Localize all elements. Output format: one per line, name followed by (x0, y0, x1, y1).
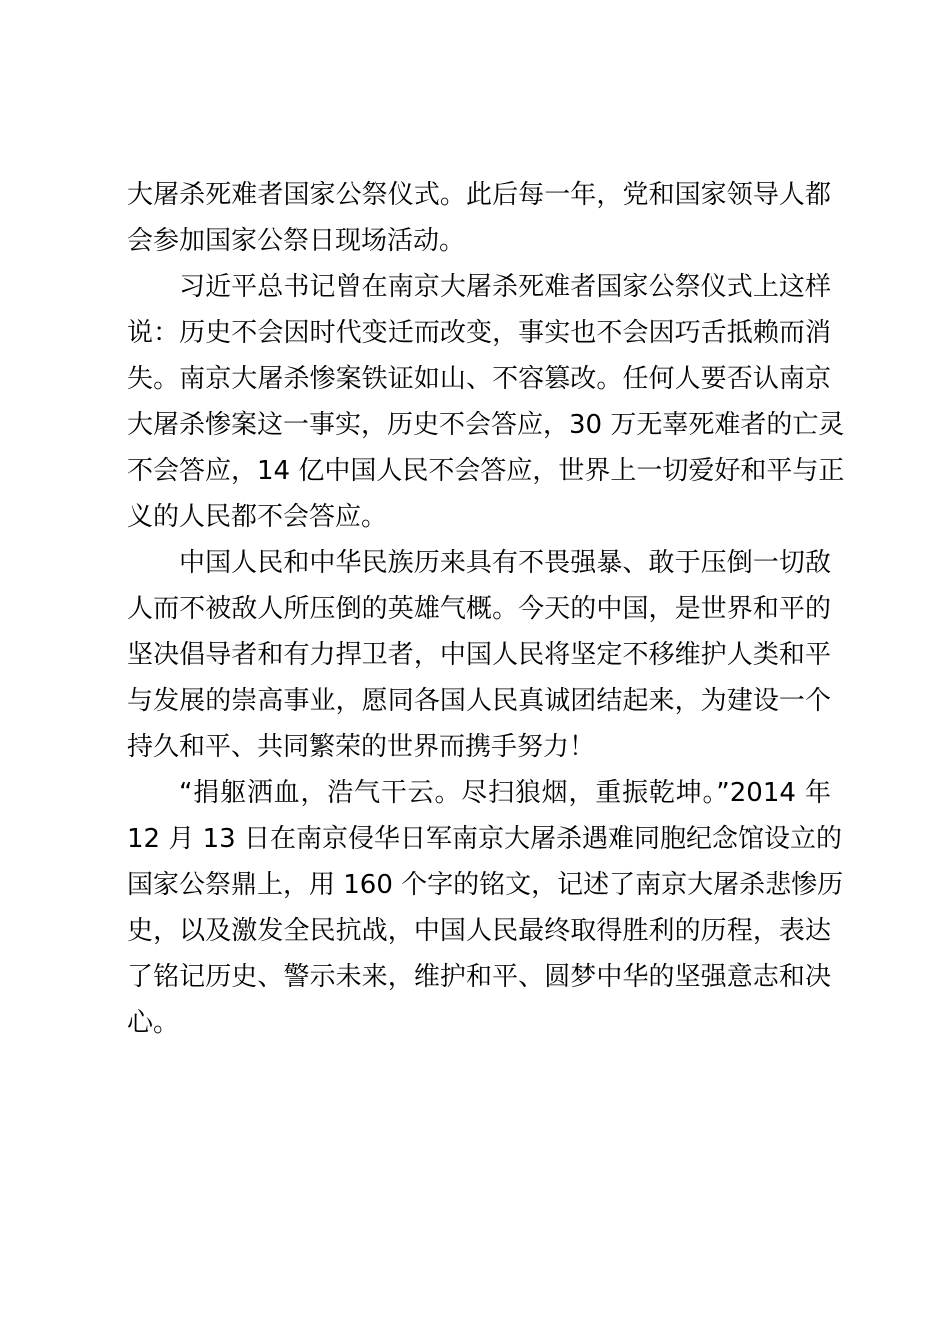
paragraph (127, 172, 831, 264)
text-line: “捐躯洒血，浩气干云。尽扫狼烟，重振乾坤。”2014 年 (179, 778, 831, 808)
text-line: 说：历史不会因时代变迁而改变，事实也不会因巧舌抵赖而消 (127, 318, 831, 348)
text-line: 大屠杀惨案这一事实，历史不会答应，30 万无辜死难者的亡灵 (127, 410, 845, 440)
text-line: 国家公祭鼎上，用 160 个字的铭文，记述了南京大屠杀悲惨历 (127, 870, 844, 900)
text-line: 史，以及激发全民抗战，中国人民最终取得胜利的历程，表达 (127, 916, 831, 946)
text-line: 会参加国家公祭日现场活动。 (127, 226, 466, 256)
text-line: 12 月 13 日在南京侵华日军南京大屠杀遇难同胞纪念馆设立的 (127, 824, 842, 854)
text-line: 心。 (127, 1008, 180, 1038)
text-line: 习近平总书记曾在南京大屠杀死难者国家公祭仪式上这样 (179, 272, 831, 302)
text-line: 不会答应，14 亿中国人民不会答应，世界上一切爱好和平与正 (127, 456, 845, 486)
text-line: 坚决倡导者和有力捍卫者，中国人民将坚定不移维护人类和平 (127, 640, 831, 670)
text-line: 大屠杀死难者国家公祭仪式。此后每一年，党和国家领导人都 (127, 180, 831, 210)
text-line: 了铭记历史、警示未来，维护和平、圆梦中华的坚强意志和决 (127, 962, 831, 992)
text-line: 持久和平、共同繁荣的世界而携手努力！ (127, 732, 596, 762)
text-line: 与发展的崇高事业，愿同各国人民真诚团结起来，为建设一个 (127, 686, 831, 716)
text-line: 失。南京大屠杀惨案铁证如山、不容篡改。任何人要否认南京 (127, 364, 831, 394)
text-line: 义的人民都不会答应。 (127, 502, 388, 532)
paragraph (127, 264, 845, 540)
paragraph (127, 770, 844, 1046)
document-body (127, 172, 845, 1046)
paragraph (127, 540, 831, 770)
text-line: 中国人民和中华民族历来具有不畏强暴、敢于压倒一切敌 (179, 548, 831, 578)
text-line: 人而不被敌人所压倒的英雄气概。今天的中国，是世界和平的 (127, 594, 831, 624)
